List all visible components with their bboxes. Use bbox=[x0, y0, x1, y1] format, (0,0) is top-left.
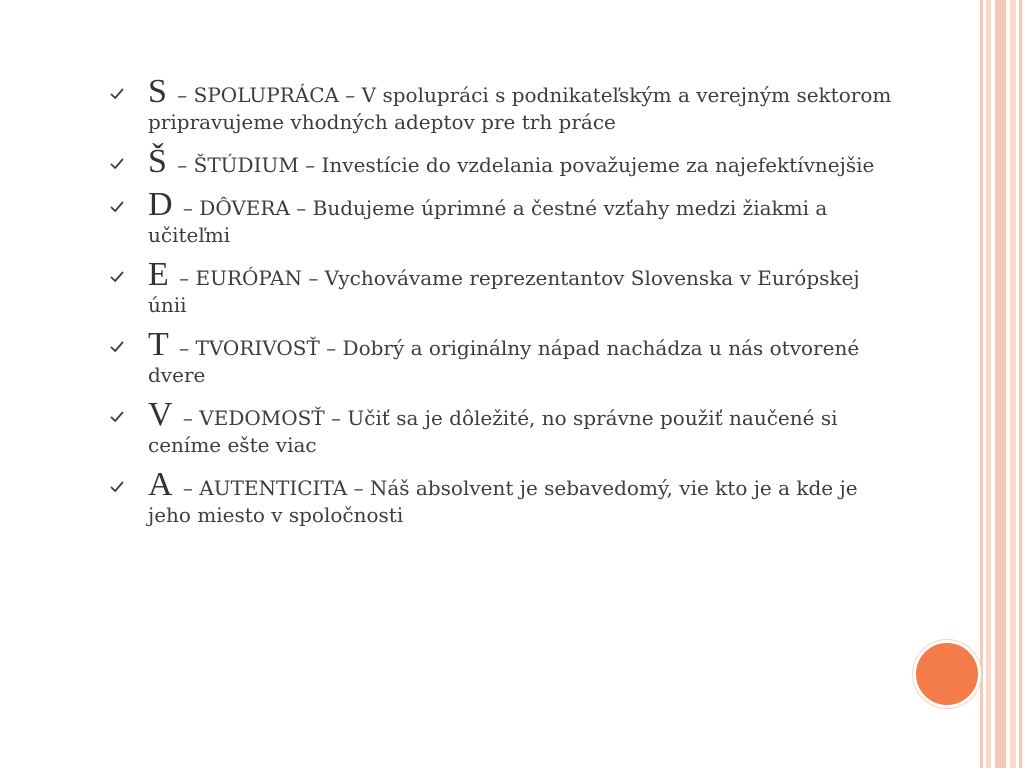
checkmark-icon bbox=[110, 340, 124, 354]
checkmark-icon bbox=[110, 87, 124, 101]
checkmark-icon bbox=[110, 200, 124, 214]
list-item bbox=[110, 396, 900, 459]
checkmark-icon bbox=[110, 410, 124, 424]
item-text: – DÔVERA – Budujeme úprimné a čestné vzťahy medzi žiakmi a učiteľmi bbox=[148, 196, 828, 247]
decorative-stripe bbox=[1010, 0, 1016, 768]
item-letter: T bbox=[148, 326, 169, 363]
list-item bbox=[110, 186, 900, 249]
list-item bbox=[110, 466, 900, 529]
list-item bbox=[110, 73, 900, 136]
decorative-stripe bbox=[980, 0, 983, 768]
item-letter: A bbox=[148, 466, 173, 503]
item-text: – AUTENTICITA – Náš absolvent je sebavedomý, vie kto je a kde je jeho miesto v spoločnosti bbox=[148, 476, 858, 527]
item-letter: D bbox=[148, 186, 173, 223]
checkmark-icon bbox=[110, 480, 124, 494]
list-item bbox=[110, 143, 900, 180]
values-list bbox=[110, 73, 900, 541]
decorative-circle bbox=[913, 640, 981, 708]
decorative-stripe bbox=[986, 0, 991, 768]
item-text: – TVORIVOSŤ – Dobrý a originálny nápad nachádza u nás otvorené dvere bbox=[148, 336, 860, 387]
item-letter: E bbox=[148, 256, 169, 293]
item-letter: S bbox=[148, 73, 167, 110]
checkmark-icon bbox=[110, 270, 124, 284]
item-text: – VEDOMOSŤ – Učiť sa je dôležité, no správne použiť naučené si ceníme ešte viac bbox=[148, 406, 838, 457]
checkmark-icon bbox=[110, 157, 124, 171]
decorative-stripe bbox=[995, 0, 1006, 768]
decorative-stripe bbox=[1019, 0, 1022, 768]
list-item bbox=[110, 326, 900, 389]
item-text: – SPOLUPRÁCA – V spolupráci s podnikateľským a verejným sektorom pripravujeme vhodných adeptov pre trh práce bbox=[148, 83, 892, 134]
item-text: – ŠTÚDIUM – Investície do vzdelania považujeme za najefektívnejšie bbox=[170, 153, 875, 177]
list-item bbox=[110, 256, 900, 319]
item-letter: V bbox=[148, 396, 173, 433]
item-letter: Š bbox=[148, 143, 167, 180]
item-text: – EURÓPAN – Vychovávame reprezentantov Slovenska v Európskej únii bbox=[148, 266, 860, 317]
